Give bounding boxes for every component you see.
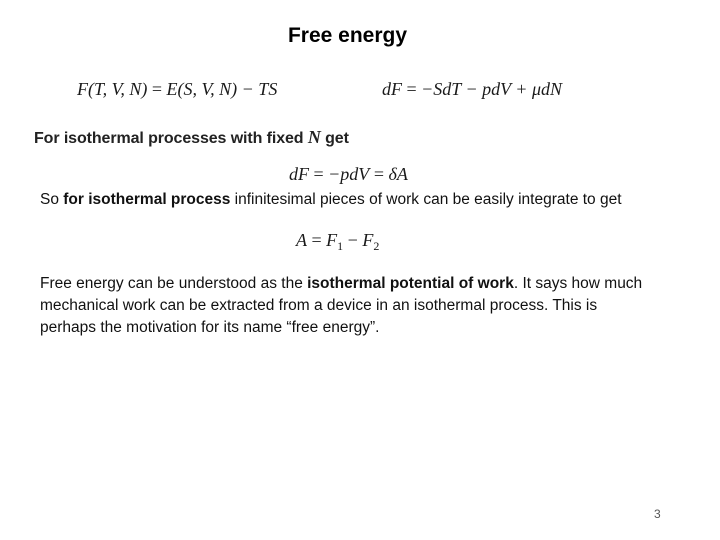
page-number: 3 (654, 507, 661, 521)
explanation-line-1-end: . It says how much (513, 275, 643, 292)
equation-rhs: −SdT − pdV + μdN (421, 79, 562, 99)
equation-rhs: δA (388, 164, 408, 184)
equation-work-integral: $A = F_1 - F_2$ (296, 230, 380, 253)
explanation-bold-term: isothermal potential of work (307, 275, 514, 292)
free-energy-explanation (40, 273, 680, 339)
equation-mid: −pdV (328, 164, 370, 184)
equation-free-energy-definition: F(T, V, N) = E(S, V, N) − TS (77, 79, 278, 99)
equation-free-energy-differential: dF = −SdT − pdV + μdN (382, 79, 562, 99)
slide-title: Free energy (287, 24, 408, 47)
explanation-line-3: perhaps the motivation for its name “free energy”. (40, 319, 380, 336)
equation-term-a: F (326, 230, 338, 250)
condition-prefix: For isothermal processes with fixed (34, 130, 304, 147)
equation-term-b-subscript: 2 (373, 239, 380, 253)
equation-lhs: dF (382, 79, 402, 99)
equation-term-b: F (362, 230, 374, 250)
condition-variable: N (307, 127, 321, 147)
work-text-suffix: infinitesimal pieces of work can be easily integrate to get (230, 191, 622, 208)
equation-isothermal-differential: dF = −pdV = δA (289, 164, 408, 184)
explanation-line-2: mechanical work can be extracted from a device in an isothermal process. This is (40, 297, 598, 314)
explanation-line-1-start: Free energy can be understood as the (40, 275, 308, 292)
equation-lhs: dF (289, 164, 309, 184)
work-text-bold: for isothermal process (63, 191, 231, 208)
equation-term-a-subscript: 1 (337, 239, 344, 253)
explanation-line-1 (40, 273, 680, 295)
equation-rhs: E(S, V, N) − TS (166, 79, 278, 99)
equation-lhs: F(T, V, N) (77, 79, 148, 99)
work-text-prefix: So (40, 191, 64, 208)
equation-lhs: A (296, 230, 307, 250)
condition-suffix: get (325, 130, 349, 147)
isothermal-condition-text (34, 127, 349, 148)
work-integration-text (40, 189, 622, 211)
